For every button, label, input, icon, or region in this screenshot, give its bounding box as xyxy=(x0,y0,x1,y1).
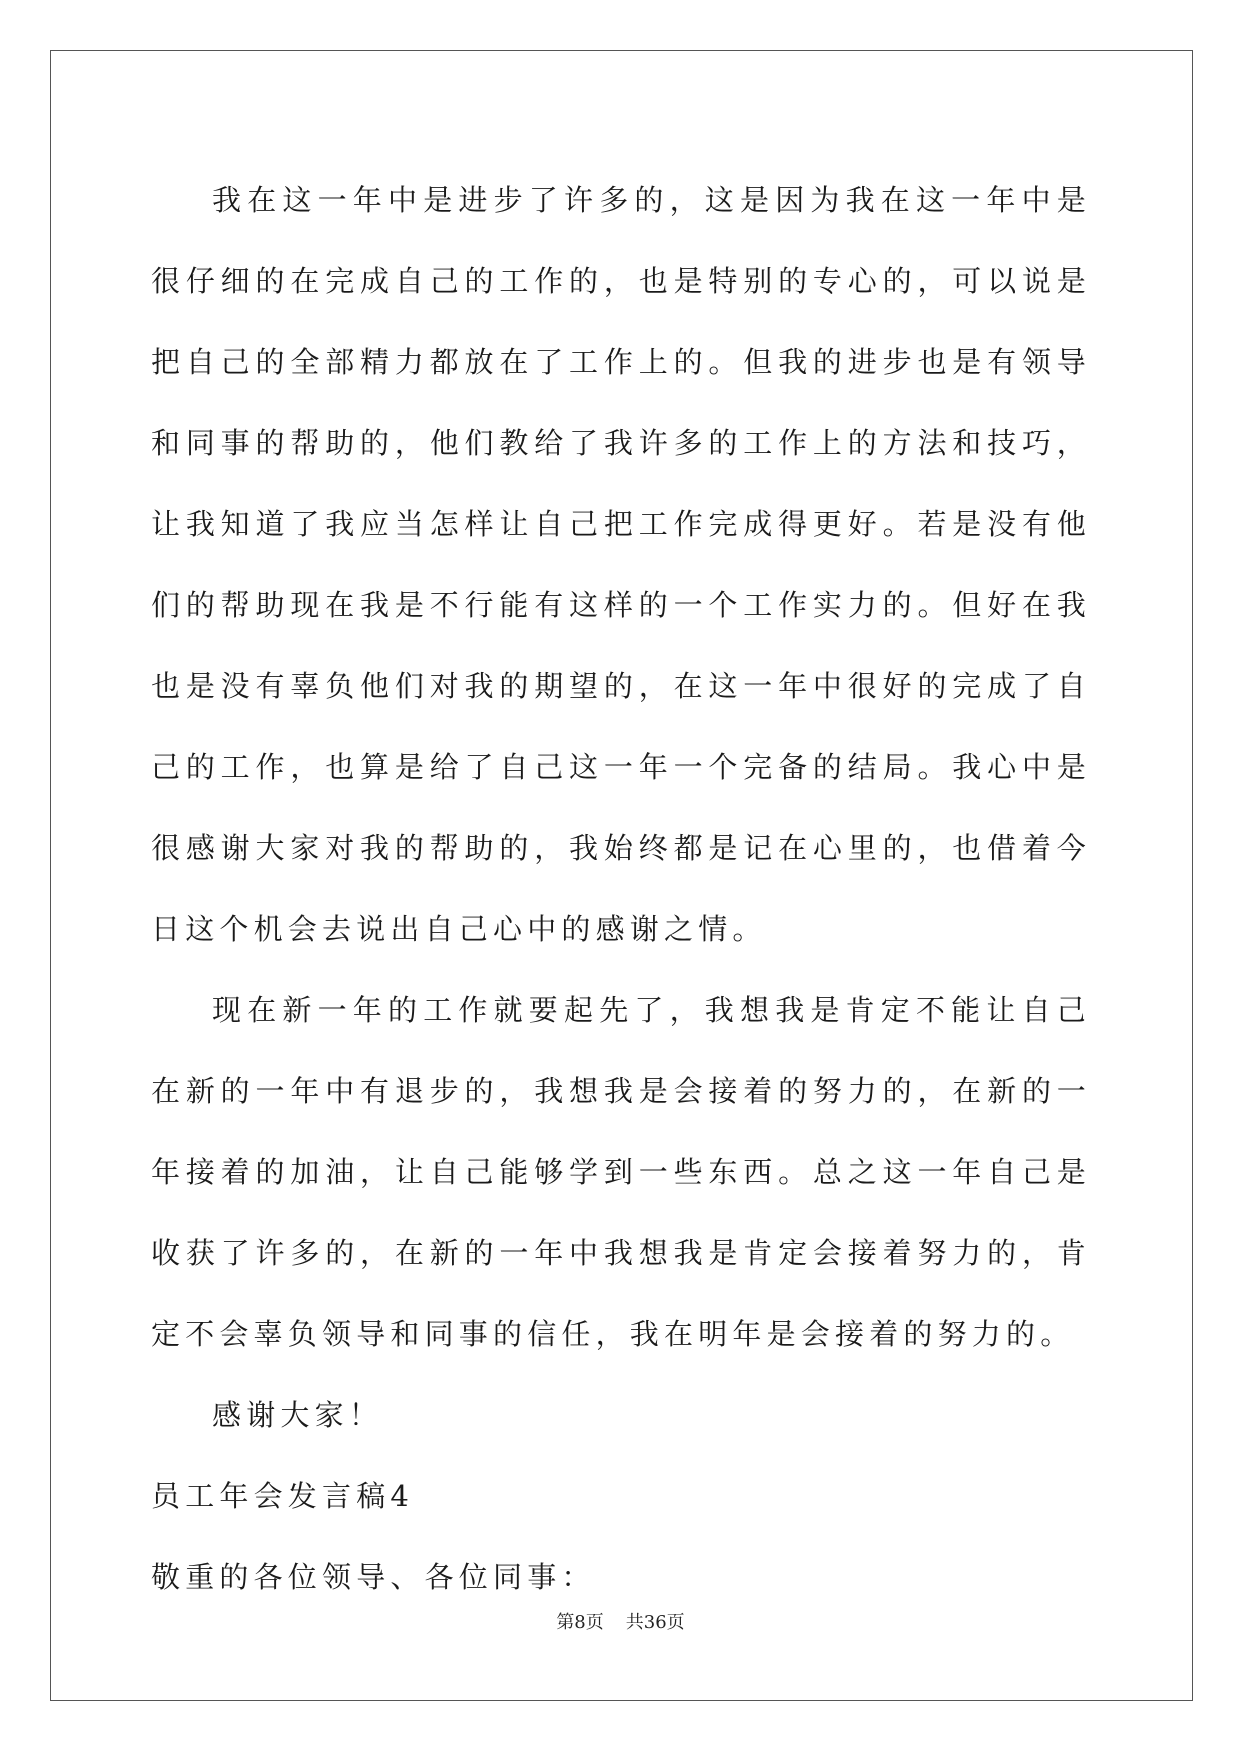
paragraph: 我在这一年中是进步了许多的，这是因为我在这一年中是很仔细的在完成自己的工作的，也是特别的专心的，可以说是把自己的全部精力都放在了工作上的。但我的进步也是有领导和同事的帮助的，他们教给了我许多的工作上的方法和技巧，让我知道了我应当怎样让自己把工作完成得更好。若是没有他们的帮助现在我是不行能有这样的一个工作实力的。但好在我也是没有辜负他们对我的期望的，在这一年中很好的完成了自己的工作，也算是给了自己这一年一个完备的结局。我心中是很感谢大家对我的帮助的，我始终都是记在心里的，也借着今日这个机会去说出自己心中的感谢之情。 xyxy=(151,183,1091,946)
page-footer xyxy=(0,1608,1241,1634)
salutation: 敬重的各位领导、各位同事： xyxy=(151,1560,596,1594)
document-body xyxy=(151,160,1091,1618)
total-pages: 共36页 xyxy=(625,1612,685,1633)
closing-thanks: 感谢大家！ xyxy=(212,1398,384,1432)
section-heading: 员工年会发言稿4 xyxy=(151,1479,415,1513)
paragraph: 现在新一年的工作就要起先了，我想我是肯定不能让自己在新的一年中有退步的，我想我是会接着的努力的，在新的一年接着的加油，让自己能够学到一些东西。总之这一年自己是收获了许多的，在新的一年中我想我是肯定会接着努力的，肯定不会辜负领导和同事的信任，我在明年是会接着的努力的。 xyxy=(151,993,1091,1351)
current-page-number: 第8页 xyxy=(556,1612,604,1633)
